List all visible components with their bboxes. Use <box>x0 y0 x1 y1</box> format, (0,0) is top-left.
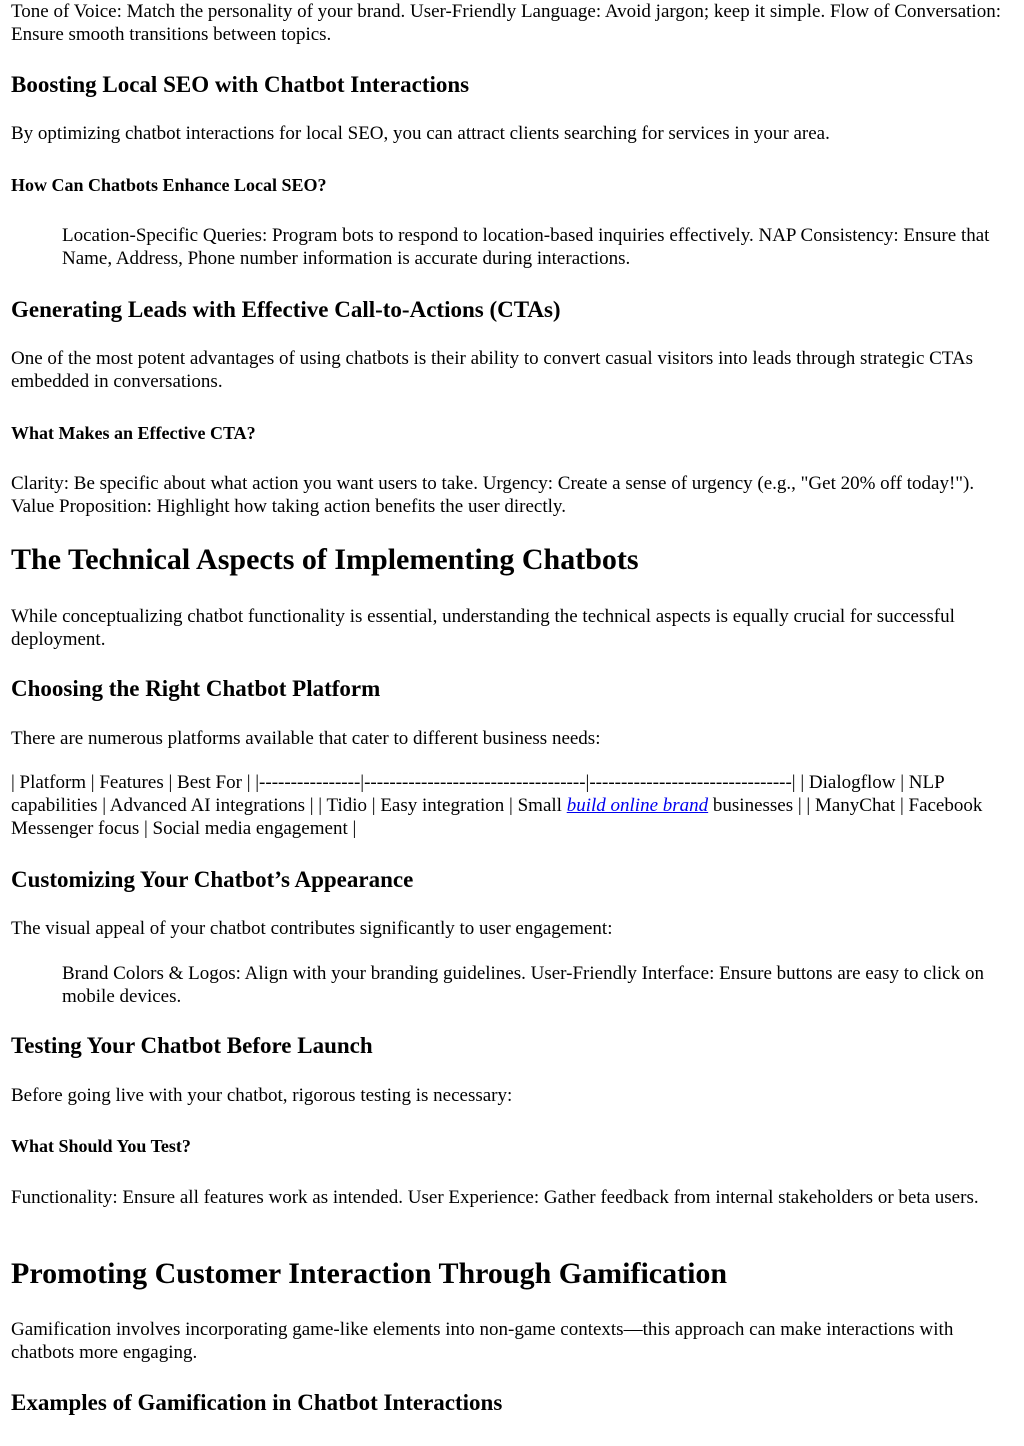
platforms-paragraph: There are numerous platforms available that cater to different business needs: <box>11 728 601 749</box>
technical-aspects-heading: The Technical Aspects of Implementing Chatbots <box>11 543 639 576</box>
gamification-examples-heading: Examples of Gamification in Chatbot Interactions <box>11 1390 503 1415</box>
local-seo-paragraph: By optimizing chatbot interactions for local SEO, you can attract clients searching for services in your area. <box>11 123 830 144</box>
leads-paragraph: One of the most potent advantages of using chatbots is their ability to convert casual visitors into leads through strategic CTAs embedded in conversations. <box>11 348 974 392</box>
customizing-appearance-heading: Customizing Your Chatbot’s Appearance <box>11 867 414 892</box>
local-seo-heading: Boosting Local SEO with Chatbot Interactions <box>11 72 470 97</box>
build-online-brand-link[interactable]: build online brand <box>566 795 709 816</box>
cta-criteria-paragraph: Clarity: Be specific about what action you want users to take. Urgency: Create a sense of urgency (e.g., "Get 20% off today!"). Value Proposition: Highlight how taking action benefits the user directly. <box>11 473 975 517</box>
technical-paragraph: While conceptualizing chatbot functionality is essential, understanding the technical aspects is equally crucial for successful deployment. <box>11 606 955 650</box>
gamification-heading: Promoting Customer Interaction Through Gamification <box>11 1257 728 1290</box>
functionality-paragraph: Functionality: Ensure all features work as intended. User Experience: Gather feedback from internal stakeholders or beta users. <box>11 1187 979 1208</box>
platform-table-text-start: | Platform | Features | Best For | |----------------|-----------------------------------|--------------------------------| | Dialogflow | NLP capabilities | Advanced AI integrations | | Tidio | Easy integration | Small <box>11 772 944 816</box>
visual-appeal-paragraph: The visual appeal of your chatbot contributes significantly to user engagement: <box>11 918 613 939</box>
gamification-paragraph: Gamification involves incorporating game-like elements into non-game contexts—this approach can make interactions with chatbots more engaging. <box>11 1319 954 1363</box>
what-to-test-heading: What Should You Test? <box>11 1136 191 1156</box>
platform-table-text-end: businesses | | ManyChat | Facebook Messenger focus | Social media engagement | <box>11 795 983 839</box>
testing-paragraph: Before going live with your chatbot, rigorous testing is necessary: <box>11 1085 513 1106</box>
platform-table-text <box>11 771 1013 840</box>
tone-of-voice-paragraph: Tone of Voice: Match the personality of your brand. User-Friendly Language: Avoid jargon; keep it simple. Flow of Conversation: Ensure smooth transitions between topics. <box>11 1 1001 45</box>
generating-leads-heading: Generating Leads with Effective Call-to-Actions (CTAs) <box>11 297 561 322</box>
choosing-platform-heading: Choosing the Right Chatbot Platform <box>11 676 381 701</box>
location-queries-paragraph: Location-Specific Queries: Program bots to respond to location-based inquiries effectively. NAP Consistency: Ensure that Name, Address, Phone number information is accurate during interactions. <box>62 225 990 269</box>
enhance-local-seo-heading: How Can Chatbots Enhance Local SEO? <box>11 175 327 195</box>
effective-cta-heading: What Makes an Effective CTA? <box>11 423 256 443</box>
brand-colors-paragraph: Brand Colors & Logos: Align with your branding guidelines. User-Friendly Interface: Ensure buttons are easy to click on mobile devices. <box>62 963 984 1007</box>
testing-heading: Testing Your Chatbot Before Launch <box>11 1033 373 1058</box>
